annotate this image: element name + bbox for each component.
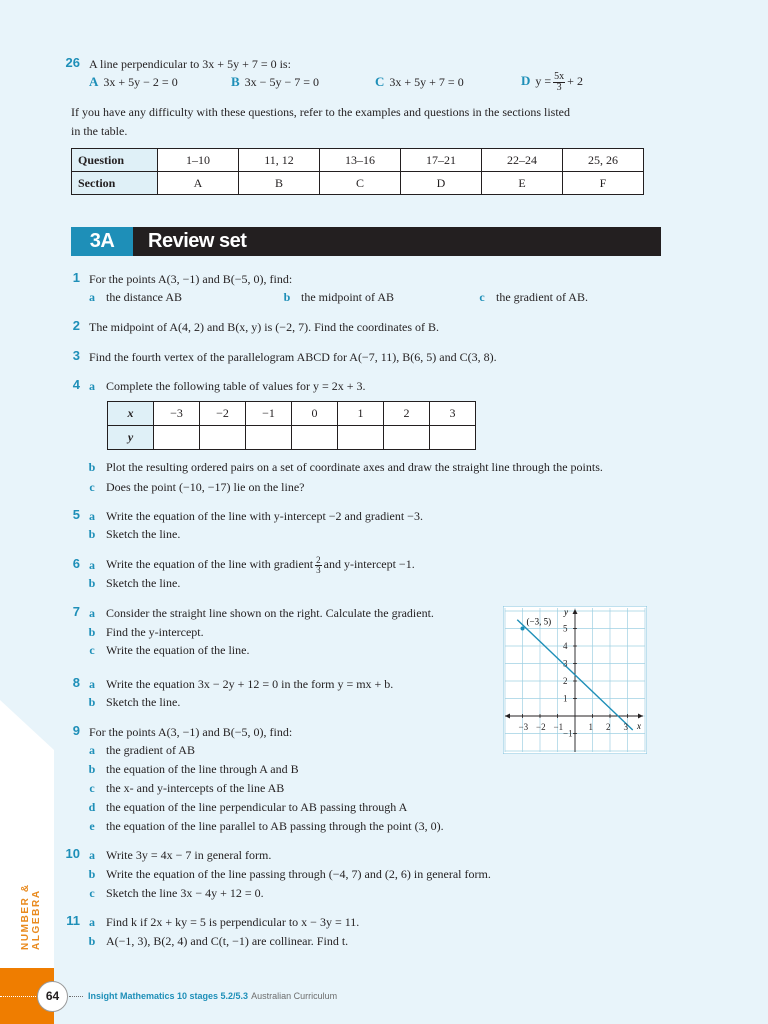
y-value-cell[interactable] [384, 426, 430, 450]
question-cell: 13–16 [320, 149, 401, 172]
q9d-text: the equation of the line perpendicular to AB passing through A [106, 800, 408, 814]
q7c-text: Write the equation of the line. [106, 643, 250, 657]
y-tick-label: 4 [563, 641, 568, 651]
section-cell: F [563, 172, 644, 195]
section-cell: A [158, 172, 239, 195]
q7-number: 7 [72, 604, 80, 619]
q9a-text: the gradient of AB [106, 743, 195, 757]
table-row [108, 426, 476, 450]
q3-text: Find the fourth vertex of the parallelogram ABCD for A(−7, 11), B(6, 5) and C(3, 8). [89, 350, 497, 364]
q26-option-d [521, 68, 583, 94]
y-value-cell[interactable] [430, 426, 476, 450]
question-cell: 22–24 [482, 149, 563, 172]
graph-point-label: (−3, 5) [526, 616, 552, 627]
q11-number: 11 [66, 913, 80, 928]
x-tick-label: −1 [553, 722, 564, 732]
footer [88, 991, 337, 1001]
q9e-text: the equation of the line parallel to AB passing through the point (3, 0). [106, 819, 444, 833]
q3-number: 3 [72, 348, 80, 363]
q11b-label: b [88, 934, 96, 948]
q4a-label: a [89, 379, 95, 393]
q8a-text: Write the equation 3x − 2y + 12 = 0 in the form y = mx + b. [106, 677, 394, 691]
q4a-text: Complete the following table of values for y = 2x + 3. [106, 379, 366, 393]
q10b-label: b [88, 867, 96, 881]
graph-y-axis-label: y [564, 607, 568, 617]
q4b-label: b [88, 460, 96, 474]
review-set-banner [71, 227, 661, 256]
q10b-text: Write the equation of the line passing through (−4, 7) and (2, 6) in general form. [106, 867, 491, 881]
q6b-label: b [88, 576, 96, 590]
q6b-text: Sketch the line. [106, 576, 181, 590]
q26-option-b [231, 75, 319, 89]
section-cell: E [482, 172, 563, 195]
q6-fraction [315, 556, 322, 575]
question-cell: 11, 12 [239, 149, 320, 172]
x-value-cell: −3 [154, 402, 200, 426]
y-tick-label: 5 [563, 623, 568, 634]
q10-number: 10 [65, 846, 80, 861]
q5a-label: a [89, 509, 95, 523]
question-cell: 1–10 [158, 149, 239, 172]
q26-stem: A line perpendicular to 3x + 5y + 7 = 0 is: [89, 57, 291, 71]
q9a-label: a [89, 743, 95, 757]
intro-line-2: in the table. [71, 124, 128, 138]
q9b-text: the equation of the line through A and B [106, 762, 299, 776]
row-label-section: Section [72, 172, 158, 195]
q26-option-d-suffix: + 2 [567, 74, 583, 88]
intro-line-1: If you have any difficulty with these questions, refer to the examples and questions in the sections listed [71, 105, 570, 119]
table-row [108, 402, 476, 426]
q5b-label: b [88, 527, 96, 541]
x-value-cell: −2 [200, 402, 246, 426]
q5-number: 5 [72, 507, 80, 522]
q5a-text: Write the equation of the line with y-intercept −2 and gradient −3. [106, 509, 423, 523]
q26-frac-den: 3 [556, 81, 562, 93]
q26-option-b-text: 3x − 5y − 7 = 0 [244, 75, 319, 89]
q5b-text: Sketch the line. [106, 527, 181, 541]
q26-option-c [375, 75, 464, 89]
q1-number: 1 [72, 270, 80, 285]
x-tick-label: 3 [623, 722, 628, 732]
q4c-text: Does the point (−10, −17) lie on the line? [106, 480, 305, 494]
q1a-label: a [89, 290, 95, 304]
q6-frac-num: 2 [316, 554, 321, 565]
q11b-text: A(−1, 3), B(2, 4) and C(t, −1) are collinear. Find t. [106, 934, 349, 948]
banner-code: 3A [71, 227, 133, 256]
q26-option-a [89, 75, 178, 89]
graph-point-marker [521, 627, 525, 631]
y-value-cell[interactable] [338, 426, 384, 450]
q26-frac-num: 5x [554, 70, 565, 82]
q26-option-a-letter: A [89, 74, 99, 89]
q6a-label: a [89, 558, 95, 572]
page-number: 64 [37, 981, 68, 1012]
section-cell: B [239, 172, 320, 195]
footer-title: Insight Mathematics 10 stages 5.2/5.3 [88, 991, 249, 1001]
q9e-label: e [89, 819, 95, 833]
x-tick-label: −3 [518, 722, 529, 732]
x-tick-label: −2 [536, 722, 546, 732]
q10c-text: Sketch the line 3x − 4y + 12 = 0. [106, 886, 264, 900]
banner-title: Review set [148, 230, 247, 252]
q9c-text: the x- and y-intercepts of the line AB [106, 781, 285, 795]
q6a-text-post: and y-intercept −1. [323, 557, 415, 571]
q1b-label: b [283, 290, 291, 304]
footer-dotted-line [0, 996, 40, 997]
question-cell: 17–21 [401, 149, 482, 172]
question-cell: 25, 26 [563, 149, 644, 172]
q9d-label: d [88, 800, 96, 814]
x-value-cell: −1 [246, 402, 292, 426]
y-value-cell[interactable] [292, 426, 338, 450]
q8b-label: b [88, 695, 96, 709]
q26-option-d-letter: D [521, 73, 531, 88]
q9-stem: For the points A(3, −1) and B(−5, 0), find: [89, 725, 293, 739]
q1a-text: the distance AB [106, 290, 182, 304]
q8a-label: a [89, 677, 95, 691]
q26-option-b-letter: B [231, 74, 240, 89]
y-value-cell[interactable] [246, 426, 292, 450]
q6a-text [106, 551, 415, 577]
x-value-cell: 2 [384, 402, 430, 426]
q1c-label: c [479, 290, 485, 304]
table-row [72, 149, 644, 172]
q7b-label: b [88, 625, 96, 639]
q11a-label: a [89, 915, 95, 929]
q9-number: 9 [72, 723, 80, 738]
q7a-text: Consider the straight line shown on the right. Calculate the gradient. [106, 606, 434, 620]
y-tick-label: 1 [563, 693, 568, 704]
row-label-question: Question [72, 149, 158, 172]
section-cell: C [320, 172, 401, 195]
q8b-text: Sketch the line. [106, 695, 181, 709]
table-row [72, 172, 644, 195]
strand-label: NUMBER & ALGEBRA [20, 883, 42, 950]
values-table [107, 401, 476, 450]
x-value-cell: 0 [292, 402, 338, 426]
y-value-cell[interactable] [154, 426, 200, 450]
x-tick-label: 2 [606, 722, 611, 732]
q10a-label: a [89, 848, 95, 862]
graph-x-axis-label: x [637, 721, 641, 731]
q9b-label: b [88, 762, 96, 776]
q7c-label: c [89, 643, 95, 657]
y-tick-label: −1 [563, 728, 573, 739]
q26-number: 26 [65, 55, 80, 70]
q4c-label: c [89, 480, 95, 494]
q10a-text: Write 3y = 4x − 7 in general form. [106, 848, 272, 862]
q8-number: 8 [72, 675, 80, 690]
q26-option-c-text: 3x + 5y + 7 = 0 [389, 75, 464, 89]
line-graph [503, 606, 647, 754]
footer-subtitle: Australian Curriculum [251, 991, 338, 1001]
section-cell: D [401, 172, 482, 195]
y-tick-label: 2 [563, 676, 568, 686]
q11a-text: Find k if 2x + ky = 5 is perpendicular to x − 3y = 11. [106, 915, 360, 929]
q9c-label: c [89, 781, 95, 795]
y-value-cell[interactable] [200, 426, 246, 450]
q1-stem: For the points A(3, −1) and B(−5, 0), find: [89, 272, 293, 286]
footer-arrow [69, 996, 83, 997]
q26-option-a-text: 3x + 5y − 2 = 0 [103, 75, 178, 89]
q26-option-c-letter: C [375, 74, 385, 89]
q7b-text: Find the y-intercept. [106, 625, 204, 639]
q2-number: 2 [72, 318, 80, 333]
x-value-cell: 3 [430, 402, 476, 426]
x-tick-label: 1 [588, 722, 593, 732]
q26-option-d-prefix: y = [535, 74, 552, 88]
q6-number: 6 [72, 556, 80, 571]
q1c-text: the gradient of AB. [496, 290, 588, 304]
y-label-cell: y [108, 426, 154, 450]
q4b-text: Plot the resulting ordered pairs on a set of coordinate axes and draw the straight line through the points. [106, 460, 603, 474]
q26-option-d-fraction [553, 72, 565, 93]
q4-number: 4 [72, 377, 80, 392]
section-table [71, 148, 644, 195]
q10c-label: c [89, 886, 95, 900]
y-tick-label: 3 [563, 658, 568, 669]
q6a-text-pre: Write the equation of the line with gradient [106, 557, 314, 571]
q6-frac-den: 3 [316, 564, 321, 575]
q2-text: The midpoint of A(4, 2) and B(x, y) is (−2, 7). Find the coordinates of B. [89, 320, 440, 334]
x-label-cell: x [108, 402, 154, 426]
q7a-label: a [89, 606, 95, 620]
x-value-cell: 1 [338, 402, 384, 426]
q1b-text: the midpoint of AB [301, 290, 394, 304]
